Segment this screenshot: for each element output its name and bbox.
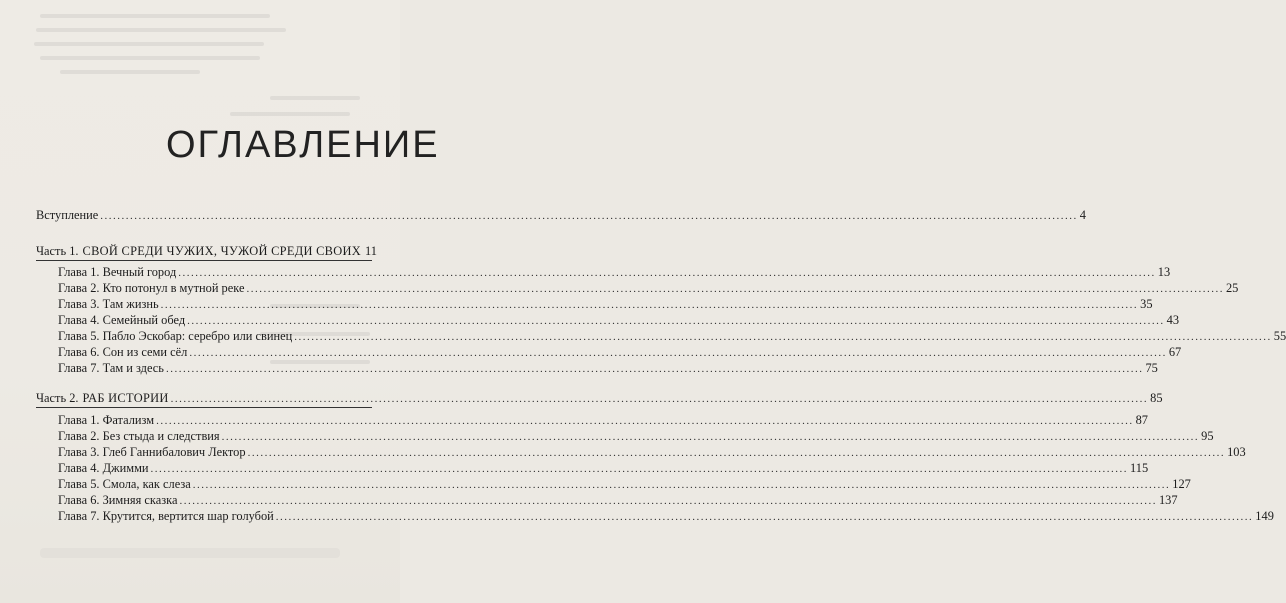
toc-entry-chapter	[58, 296, 1153, 312]
dot-leader	[189, 345, 1167, 361]
toc-page-number: 103	[1227, 445, 1246, 459]
toc-entry-chapter	[58, 492, 1178, 508]
toc-page-number: 43	[1166, 313, 1180, 327]
dot-leader	[187, 313, 1165, 329]
toc-entry-chapter	[58, 428, 1214, 444]
dot-leader	[246, 281, 1224, 297]
toc-entry-label: Глава 2. Без стыда и следствия	[58, 429, 220, 443]
toc-entry-label: Глава 5. Смола, как слеза	[58, 477, 191, 491]
part-label: Часть 1.	[36, 244, 79, 258]
dot-leader	[156, 413, 1134, 429]
toc-entry-chapter	[58, 344, 1182, 360]
toc-entry-label: Глава 1. Вечный город	[58, 265, 177, 279]
toc-entry-chapter	[58, 264, 1171, 280]
toc-part-2	[36, 390, 1163, 406]
dot-leader	[193, 477, 1171, 493]
part-title: РАБ ИСТОРИИ	[82, 391, 169, 405]
toc-entry-chapter	[58, 360, 1158, 376]
toc-entry-label: Вступление	[36, 208, 99, 222]
part-title: СВОЙ СРЕДИ ЧУЖИХ, ЧУЖОЙ СРЕДИ СВОИХ	[82, 244, 361, 258]
toc-entry-chapter	[58, 328, 1286, 344]
toc-page-number: 115	[1130, 461, 1149, 475]
dot-leader	[100, 208, 1078, 224]
toc-entry-label: Глава 2. Кто потонул в мутной реке	[58, 281, 245, 295]
toc-page-number: 127	[1172, 477, 1191, 491]
toc-entry-chapter	[58, 312, 1180, 328]
dot-leader	[171, 391, 1149, 407]
toc-part-1	[36, 243, 377, 259]
dot-leader	[166, 361, 1144, 377]
show-through-footnote	[40, 548, 340, 558]
toc-entry-label: Глава 7. Там и здесь	[58, 361, 164, 375]
toc-entry-label: Глава 1. Фатализм	[58, 413, 155, 427]
page-title: ОГЛАВЛЕНИЕ	[166, 124, 440, 166]
toc-entry-chapter	[58, 412, 1148, 428]
dot-leader	[178, 265, 1156, 281]
toc-entry-chapter	[58, 476, 1191, 492]
toc-page-number: 87	[1135, 413, 1148, 427]
toc-entry-label: Глава 4. Семейный обед	[58, 313, 186, 327]
toc-page-number: 85	[1150, 391, 1163, 405]
toc-entry-chapter	[58, 280, 1239, 296]
toc-page-number: 137	[1158, 493, 1178, 507]
toc-page-number: 95	[1201, 429, 1214, 443]
toc-entry-label: Глава 6. Зимняя сказка	[58, 493, 178, 507]
toc-page-number: 11	[365, 244, 377, 258]
toc-page-number: 35	[1140, 297, 1153, 311]
toc-entry-intro	[36, 207, 1086, 223]
toc-entry-label: Глава 7. Крутится, вертится шар голубой	[58, 509, 274, 523]
toc-entry-label: Глава 3. Глеб Ганнибалович Лектор	[58, 445, 246, 459]
toc-page-number: 4	[1079, 208, 1086, 222]
dot-leader	[248, 445, 1226, 461]
dot-leader	[161, 297, 1139, 313]
toc-entry-label: Глава 6. Сон из семи сёл	[58, 345, 188, 359]
dot-leader	[294, 329, 1272, 345]
toc-entry-label: Глава 3. Там жизнь	[58, 297, 159, 311]
toc-entry-chapter	[58, 444, 1246, 460]
dot-leader	[151, 461, 1129, 477]
toc-page-number: 75	[1145, 361, 1158, 375]
dot-leader	[179, 493, 1157, 509]
toc-page-number: 25	[1225, 281, 1239, 295]
toc-page-number: 67	[1168, 345, 1182, 359]
toc-entry-chapter	[58, 460, 1149, 476]
dot-leader	[222, 429, 1200, 445]
toc-page-number: 149	[1255, 509, 1274, 523]
toc-page-number: 55	[1273, 329, 1286, 343]
part-label: Часть 2.	[36, 391, 79, 405]
toc-entry-chapter	[58, 508, 1274, 524]
toc-entry-label: Глава 5. Пабло Эскобар: серебро или свинец	[58, 329, 293, 343]
part-divider	[36, 407, 372, 408]
toc-entry-label: Глава 4. Джимми	[58, 461, 149, 475]
toc-page-number: 13	[1157, 265, 1171, 279]
part-divider	[36, 260, 372, 261]
dot-leader	[276, 509, 1254, 525]
